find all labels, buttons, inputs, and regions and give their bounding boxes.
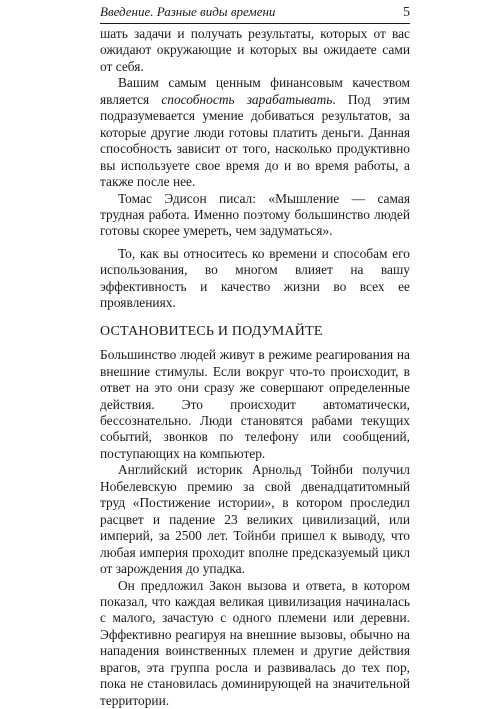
paragraph-text: . Под этим подразумевается умение добиваться результатов, за которые другие люди готовы платить деньги. Данная способность зависит от того, насколько продуктивно вы используете свое время до и во время работы, а также после нее. xyxy=(100,92,410,189)
paragraph-edison-quote: Томас Эдисон писал: «Мышление — самая трудная работа. Именно поэтому большинство людей готовы скорее умереть, чем задуматься». xyxy=(100,191,410,240)
paragraph-reaction-mode: Большинство людей живут в режиме реагирования на внешние стимулы. Если вокруг что-то происходит, в ответ на это они сразу же совершают определенные действия. Это происходит автоматически, бессознательно. Люди становятся рабами текущих событий, звонков по телефону или сообщений, поступающих на компьютер. xyxy=(100,347,410,462)
paragraph-text: Вашим самым ценным финансовым качеством является xyxy=(100,75,410,106)
paragraph-continuation: шать задачи и получать результаты, которых от вас ожидают окружающие и которых вы ожидаете сами от себя. xyxy=(100,26,410,75)
paragraph-toynbee: Английский историк Арнольд Тойнби получил Нобелевскую премию за свой двенадцатитомный труд «Постижение истории», в котором проследил расцвет и падение 23 великих цивилизаций, или империй, за 2500 лет. Тойнби пришел к выводу, что любая империя проходит вполне предсказуемый цикл от зарождения до упадка. xyxy=(100,462,410,577)
page-number: 5 xyxy=(403,5,410,21)
page-body xyxy=(100,26,410,709)
chapter-title: Введение. Разные виды времени xyxy=(100,4,275,20)
paragraph-challenge-response: Он предложил Закон вызова и ответа, в котором показал, что каждая великая цивилизация начиналась с малого, зачастую с одного племени или деревни. Эффективно реагируя на внешние вызовы, обычно на нападения воинственных племен и другие действия врагов, эта группа росла и развивалась до тех пор, пока не становилась доминирующей на значительной территории. xyxy=(100,578,410,709)
paragraph-time-attitude: То, как вы относитесь ко времени и способам его использования, во многом влияет на вашу эффективность и качество жизни во всех ее проявлениях. xyxy=(100,246,410,312)
running-head xyxy=(100,4,410,24)
paragraph-earning-ability xyxy=(100,75,410,190)
emphasis-term: способность зарабатывать xyxy=(161,92,332,107)
section-heading: ОСТАНОВИТЕСЬ И ПОДУМАЙТЕ xyxy=(100,324,410,340)
